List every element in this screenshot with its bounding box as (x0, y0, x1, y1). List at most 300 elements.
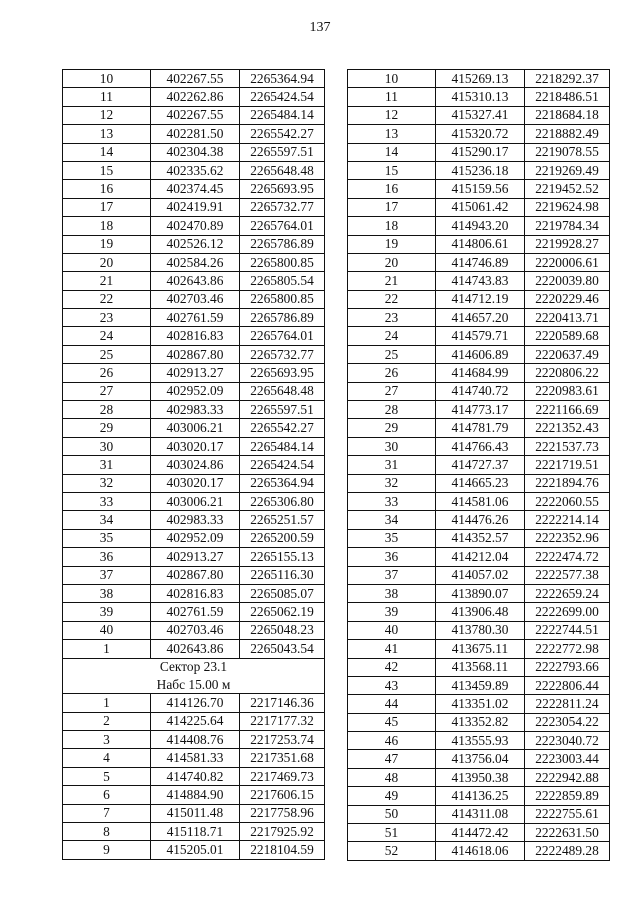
table-row (348, 603, 610, 621)
y-coordinate-cell: 2265424.54 (240, 88, 325, 106)
x-coordinate-cell: 415327.41 (436, 106, 525, 124)
point-number-cell: 6 (63, 786, 151, 804)
x-coordinate-cell: 413459.89 (436, 676, 525, 694)
point-number-cell: 11 (63, 88, 151, 106)
x-coordinate-cell: 413780.30 (436, 621, 525, 639)
table-row (63, 511, 325, 529)
y-coordinate-cell: 2222659.24 (525, 584, 610, 602)
table-row (63, 253, 325, 271)
x-coordinate-cell: 413950.38 (436, 768, 525, 786)
point-number-cell: 30 (348, 437, 436, 455)
y-coordinate-cell: 2220229.46 (525, 290, 610, 308)
point-number-cell: 11 (348, 88, 436, 106)
y-coordinate-cell: 2222060.55 (525, 492, 610, 510)
point-number-cell: 1 (63, 694, 151, 712)
x-coordinate-cell: 414743.83 (436, 272, 525, 290)
y-coordinate-cell: 2219452.52 (525, 180, 610, 198)
point-number-cell: 7 (63, 804, 151, 822)
table-row (348, 235, 610, 253)
table-row (63, 309, 325, 327)
y-coordinate-cell: 2265648.48 (240, 161, 325, 179)
table-row (63, 180, 325, 198)
y-coordinate-cell: 2222755.61 (525, 805, 610, 823)
point-number-cell: 22 (63, 290, 151, 308)
table-row (348, 824, 610, 842)
point-number-cell: 10 (348, 70, 436, 88)
point-number-cell: 34 (63, 511, 151, 529)
y-coordinate-cell: 2217758.96 (240, 804, 325, 822)
x-coordinate-cell: 402867.80 (151, 566, 240, 584)
sector-subtitle: Набс 15.00 м (63, 676, 325, 694)
table-row (63, 603, 325, 621)
y-coordinate-cell: 2265116.30 (240, 566, 325, 584)
x-coordinate-cell: 402983.33 (151, 401, 240, 419)
point-number-cell: 27 (63, 382, 151, 400)
table-row (348, 750, 610, 768)
sector-header-row (63, 658, 325, 676)
point-number-cell: 33 (63, 492, 151, 510)
point-number-cell: 29 (348, 419, 436, 437)
point-number-cell: 41 (348, 640, 436, 658)
x-coordinate-cell: 402913.27 (151, 364, 240, 382)
x-coordinate-cell: 414746.89 (436, 253, 525, 271)
point-number-cell: 31 (348, 456, 436, 474)
point-number-cell: 48 (348, 768, 436, 786)
y-coordinate-cell: 2217469.73 (240, 767, 325, 785)
y-coordinate-cell: 2265048.23 (240, 621, 325, 639)
x-coordinate-cell: 414581.33 (151, 749, 240, 767)
y-coordinate-cell: 2222699.00 (525, 603, 610, 621)
y-coordinate-cell: 2265732.77 (240, 345, 325, 363)
y-coordinate-cell: 2265085.07 (240, 584, 325, 602)
table-row (63, 345, 325, 363)
y-coordinate-cell: 2265306.80 (240, 492, 325, 510)
x-coordinate-cell: 413890.07 (436, 584, 525, 602)
x-coordinate-cell: 403006.21 (151, 492, 240, 510)
table-row (63, 88, 325, 106)
y-coordinate-cell: 2265693.95 (240, 364, 325, 382)
y-coordinate-cell: 2222811.24 (525, 695, 610, 713)
point-number-cell: 2 (63, 712, 151, 730)
table-row (63, 143, 325, 161)
y-coordinate-cell: 2218104.59 (240, 841, 325, 859)
table-row (348, 456, 610, 474)
table-row (348, 272, 610, 290)
point-number-cell: 44 (348, 695, 436, 713)
point-number-cell: 19 (348, 235, 436, 253)
point-number-cell: 33 (348, 492, 436, 510)
table-row (63, 841, 325, 859)
x-coordinate-cell: 414740.82 (151, 767, 240, 785)
point-number-cell: 38 (63, 584, 151, 602)
point-number-cell: 35 (348, 529, 436, 547)
table-row (348, 787, 610, 805)
y-coordinate-cell: 2265805.54 (240, 272, 325, 290)
table-row (348, 768, 610, 786)
y-coordinate-cell: 2222214.14 (525, 511, 610, 529)
x-coordinate-cell: 402913.27 (151, 548, 240, 566)
table-row (63, 70, 325, 88)
x-coordinate-cell: 413756.04 (436, 750, 525, 768)
y-coordinate-cell: 2265364.94 (240, 474, 325, 492)
x-coordinate-cell: 402761.59 (151, 603, 240, 621)
table-row (63, 364, 325, 382)
point-number-cell: 18 (348, 217, 436, 235)
point-number-cell: 3 (63, 731, 151, 749)
x-coordinate-cell: 414579.71 (436, 327, 525, 345)
table-row (63, 694, 325, 712)
table-row (63, 621, 325, 639)
y-coordinate-cell: 2222577.38 (525, 566, 610, 584)
point-number-cell: 35 (63, 529, 151, 547)
table-row (348, 345, 610, 363)
table-row (63, 767, 325, 785)
table-row (63, 437, 325, 455)
y-coordinate-cell: 2265484.14 (240, 437, 325, 455)
point-number-cell: 30 (63, 437, 151, 455)
x-coordinate-cell: 402374.45 (151, 180, 240, 198)
x-coordinate-cell: 402262.86 (151, 88, 240, 106)
x-coordinate-cell: 402952.09 (151, 529, 240, 547)
table-row (63, 125, 325, 143)
table-row (63, 584, 325, 602)
x-coordinate-cell: 414740.72 (436, 382, 525, 400)
x-coordinate-cell: 414766.43 (436, 437, 525, 455)
point-number-cell: 1 (63, 640, 151, 658)
y-coordinate-cell: 2265764.01 (240, 217, 325, 235)
table-row (63, 456, 325, 474)
y-coordinate-cell: 2265800.85 (240, 253, 325, 271)
point-number-cell: 49 (348, 787, 436, 805)
table-row (348, 253, 610, 271)
table-row (63, 786, 325, 804)
point-number-cell: 37 (63, 566, 151, 584)
table-row (348, 492, 610, 510)
x-coordinate-cell: 414712.19 (436, 290, 525, 308)
table-row (348, 217, 610, 235)
table-row (348, 364, 610, 382)
point-number-cell: 36 (348, 548, 436, 566)
x-coordinate-cell: 414618.06 (436, 842, 525, 860)
x-coordinate-cell: 415061.42 (436, 198, 525, 216)
y-coordinate-cell: 2265786.89 (240, 235, 325, 253)
point-number-cell: 15 (348, 161, 436, 179)
y-coordinate-cell: 2217925.92 (240, 823, 325, 841)
y-coordinate-cell: 2221894.76 (525, 474, 610, 492)
y-coordinate-cell: 2220413.71 (525, 309, 610, 327)
x-coordinate-cell: 403006.21 (151, 419, 240, 437)
x-coordinate-cell: 414665.23 (436, 474, 525, 492)
y-coordinate-cell: 2265155.13 (240, 548, 325, 566)
table-row (63, 419, 325, 437)
table-row (348, 566, 610, 584)
point-number-cell: 51 (348, 824, 436, 842)
x-coordinate-cell: 414408.76 (151, 731, 240, 749)
point-number-cell: 13 (63, 125, 151, 143)
x-coordinate-cell: 414806.61 (436, 235, 525, 253)
x-coordinate-cell: 414657.20 (436, 309, 525, 327)
x-coordinate-cell: 415236.18 (436, 161, 525, 179)
x-coordinate-cell: 415159.56 (436, 180, 525, 198)
y-coordinate-cell: 2222772.98 (525, 640, 610, 658)
table-row (348, 658, 610, 676)
point-number-cell: 39 (348, 603, 436, 621)
y-coordinate-cell: 2221537.73 (525, 437, 610, 455)
x-coordinate-cell: 403020.17 (151, 474, 240, 492)
x-coordinate-cell: 402335.62 (151, 161, 240, 179)
point-number-cell: 26 (348, 364, 436, 382)
point-number-cell: 32 (348, 474, 436, 492)
table-row (348, 180, 610, 198)
y-coordinate-cell: 2265764.01 (240, 327, 325, 345)
point-number-cell: 32 (63, 474, 151, 492)
page-number: 137 (309, 20, 331, 35)
table-row (63, 272, 325, 290)
y-coordinate-cell: 2265732.77 (240, 198, 325, 216)
x-coordinate-cell: 414472.42 (436, 824, 525, 842)
x-coordinate-cell: 402761.59 (151, 309, 240, 327)
table-row (63, 327, 325, 345)
point-number-cell: 29 (63, 419, 151, 437)
x-coordinate-cell: 415310.13 (436, 88, 525, 106)
table-row (348, 437, 610, 455)
x-coordinate-cell: 414943.20 (436, 217, 525, 235)
table-row (63, 106, 325, 124)
point-number-cell: 17 (63, 198, 151, 216)
table-row (348, 640, 610, 658)
point-number-cell: 45 (348, 713, 436, 731)
x-coordinate-cell: 414212.04 (436, 548, 525, 566)
table-row (348, 125, 610, 143)
point-number-cell: 15 (63, 161, 151, 179)
y-coordinate-cell: 2265786.89 (240, 309, 325, 327)
x-coordinate-cell: 415269.13 (436, 70, 525, 88)
y-coordinate-cell: 2221719.51 (525, 456, 610, 474)
table-row (348, 474, 610, 492)
x-coordinate-cell: 414781.79 (436, 419, 525, 437)
point-number-cell: 20 (63, 253, 151, 271)
x-coordinate-cell: 414476.26 (436, 511, 525, 529)
point-number-cell: 12 (348, 106, 436, 124)
y-coordinate-cell: 2222744.51 (525, 621, 610, 639)
point-number-cell: 21 (63, 272, 151, 290)
point-number-cell: 21 (348, 272, 436, 290)
table-row (348, 88, 610, 106)
y-coordinate-cell: 2265062.19 (240, 603, 325, 621)
y-coordinate-cell: 2265364.94 (240, 70, 325, 88)
table-row (63, 290, 325, 308)
x-coordinate-cell: 402983.33 (151, 511, 240, 529)
y-coordinate-cell: 2222942.88 (525, 768, 610, 786)
point-number-cell: 16 (63, 180, 151, 198)
table-row (348, 401, 610, 419)
table-row (63, 161, 325, 179)
y-coordinate-cell: 2219269.49 (525, 161, 610, 179)
table-row (63, 474, 325, 492)
y-coordinate-cell: 2222859.89 (525, 787, 610, 805)
table-row (348, 382, 610, 400)
table-row (63, 198, 325, 216)
y-coordinate-cell: 2265251.57 (240, 511, 325, 529)
point-number-cell: 18 (63, 217, 151, 235)
y-coordinate-cell: 2222806.44 (525, 676, 610, 694)
point-number-cell: 43 (348, 676, 436, 694)
table-row (63, 217, 325, 235)
point-number-cell: 4 (63, 749, 151, 767)
table-row (348, 143, 610, 161)
point-number-cell: 24 (63, 327, 151, 345)
y-coordinate-cell: 2218684.18 (525, 106, 610, 124)
y-coordinate-cell: 2265200.59 (240, 529, 325, 547)
table-row (63, 749, 325, 767)
y-coordinate-cell: 2219928.27 (525, 235, 610, 253)
table-row (348, 676, 610, 694)
sector-header-row (63, 676, 325, 694)
point-number-cell: 28 (63, 401, 151, 419)
sector-title: Сектор 23.1 (63, 658, 325, 676)
y-coordinate-cell: 2217177.32 (240, 712, 325, 730)
x-coordinate-cell: 402267.55 (151, 106, 240, 124)
x-coordinate-cell: 414136.25 (436, 787, 525, 805)
y-coordinate-cell: 2217146.36 (240, 694, 325, 712)
table-row (348, 529, 610, 547)
point-number-cell: 9 (63, 841, 151, 859)
y-coordinate-cell: 2221352.43 (525, 419, 610, 437)
y-coordinate-cell: 2217606.15 (240, 786, 325, 804)
table-row (348, 161, 610, 179)
x-coordinate-cell: 413568.11 (436, 658, 525, 676)
point-number-cell: 19 (63, 235, 151, 253)
x-coordinate-cell: 415320.72 (436, 125, 525, 143)
point-number-cell: 50 (348, 805, 436, 823)
point-number-cell: 38 (348, 584, 436, 602)
y-coordinate-cell: 2265542.27 (240, 125, 325, 143)
y-coordinate-cell: 2265597.51 (240, 143, 325, 161)
table-row (348, 327, 610, 345)
y-coordinate-cell: 2265043.54 (240, 640, 325, 658)
x-coordinate-cell: 402584.26 (151, 253, 240, 271)
point-number-cell: 27 (348, 382, 436, 400)
table-row (63, 548, 325, 566)
y-coordinate-cell: 2220637.49 (525, 345, 610, 363)
table-row (63, 823, 325, 841)
point-number-cell: 40 (348, 621, 436, 639)
x-coordinate-cell: 414581.06 (436, 492, 525, 510)
table-row (63, 382, 325, 400)
x-coordinate-cell: 402304.38 (151, 143, 240, 161)
y-coordinate-cell: 2265800.85 (240, 290, 325, 308)
table-row (348, 106, 610, 124)
table-row (348, 70, 610, 88)
point-number-cell: 26 (63, 364, 151, 382)
table-row (348, 419, 610, 437)
y-coordinate-cell: 2222793.66 (525, 658, 610, 676)
x-coordinate-cell: 414684.99 (436, 364, 525, 382)
y-coordinate-cell: 2265597.51 (240, 401, 325, 419)
x-coordinate-cell: 413906.48 (436, 603, 525, 621)
y-coordinate-cell: 2223040.72 (525, 732, 610, 750)
table-row (63, 235, 325, 253)
point-number-cell: 24 (348, 327, 436, 345)
y-coordinate-cell: 2219784.34 (525, 217, 610, 235)
table-row (348, 290, 610, 308)
x-coordinate-cell: 402267.55 (151, 70, 240, 88)
y-coordinate-cell: 2222631.50 (525, 824, 610, 842)
table-row (348, 713, 610, 731)
y-coordinate-cell: 2218882.49 (525, 125, 610, 143)
point-number-cell: 47 (348, 750, 436, 768)
table-row (63, 401, 325, 419)
x-coordinate-cell: 413675.11 (436, 640, 525, 658)
table-row (348, 584, 610, 602)
coordinates-table-left (62, 69, 325, 860)
table-row (63, 640, 325, 658)
y-coordinate-cell: 2218292.37 (525, 70, 610, 88)
x-coordinate-cell: 402643.86 (151, 640, 240, 658)
y-coordinate-cell: 2220983.61 (525, 382, 610, 400)
x-coordinate-cell: 414225.64 (151, 712, 240, 730)
table-row (63, 712, 325, 730)
y-coordinate-cell: 2219078.55 (525, 143, 610, 161)
x-coordinate-cell: 413555.93 (436, 732, 525, 750)
point-number-cell: 34 (348, 511, 436, 529)
table-row (348, 511, 610, 529)
y-coordinate-cell: 2220589.68 (525, 327, 610, 345)
x-coordinate-cell: 403024.86 (151, 456, 240, 474)
table-row (63, 566, 325, 584)
table-row (348, 198, 610, 216)
x-coordinate-cell: 402952.09 (151, 382, 240, 400)
x-coordinate-cell: 414606.89 (436, 345, 525, 363)
point-number-cell: 25 (348, 345, 436, 363)
x-coordinate-cell: 414773.17 (436, 401, 525, 419)
point-number-cell: 8 (63, 823, 151, 841)
point-number-cell: 40 (63, 621, 151, 639)
y-coordinate-cell: 2265424.54 (240, 456, 325, 474)
x-coordinate-cell: 414352.57 (436, 529, 525, 547)
table-row (63, 492, 325, 510)
y-coordinate-cell: 2223003.44 (525, 750, 610, 768)
y-coordinate-cell: 2265484.14 (240, 106, 325, 124)
y-coordinate-cell: 2217253.74 (240, 731, 325, 749)
x-coordinate-cell: 415118.71 (151, 823, 240, 841)
point-number-cell: 23 (63, 309, 151, 327)
point-number-cell: 12 (63, 106, 151, 124)
x-coordinate-cell: 414727.37 (436, 456, 525, 474)
point-number-cell: 36 (63, 548, 151, 566)
x-coordinate-cell: 402816.83 (151, 584, 240, 602)
table-row (348, 805, 610, 823)
y-coordinate-cell: 2219624.98 (525, 198, 610, 216)
table-row (348, 695, 610, 713)
table-row (63, 804, 325, 822)
point-number-cell: 20 (348, 253, 436, 271)
x-coordinate-cell: 402643.86 (151, 272, 240, 290)
table-row (348, 842, 610, 860)
point-number-cell: 25 (63, 345, 151, 363)
x-coordinate-cell: 402867.80 (151, 345, 240, 363)
y-coordinate-cell: 2222352.96 (525, 529, 610, 547)
coordinates-table-right (347, 69, 610, 861)
point-number-cell: 22 (348, 290, 436, 308)
x-coordinate-cell: 414057.02 (436, 566, 525, 584)
x-coordinate-cell: 403020.17 (151, 437, 240, 455)
point-number-cell: 52 (348, 842, 436, 860)
y-coordinate-cell: 2220006.61 (525, 253, 610, 271)
y-coordinate-cell: 2265542.27 (240, 419, 325, 437)
x-coordinate-cell: 402470.89 (151, 217, 240, 235)
table-row (348, 732, 610, 750)
